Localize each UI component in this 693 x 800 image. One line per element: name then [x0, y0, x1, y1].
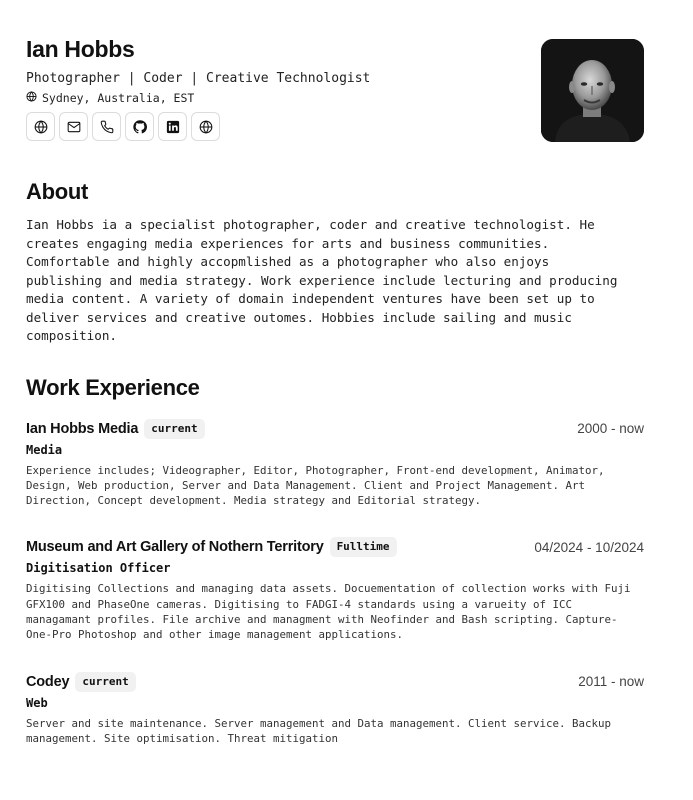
- job-entry: [26, 418, 644, 509]
- job-company: Ian Hobbs Media: [26, 420, 139, 437]
- job-role: Web: [26, 695, 48, 710]
- avatar: [541, 39, 644, 142]
- job-status-badge: current: [75, 672, 135, 692]
- mail-icon: [67, 120, 81, 134]
- job-dates: 04/2024 - 10/2024: [534, 539, 644, 555]
- email-button[interactable]: [59, 112, 88, 141]
- website-button-2[interactable]: [191, 112, 220, 141]
- profile-tagline: Photographer | Coder | Creative Technologist: [26, 71, 371, 86]
- linkedin-button[interactable]: [158, 112, 187, 141]
- job-company: Museum and Art Gallery of Nothern Territory: [26, 539, 324, 556]
- job-dates: 2011 - now: [578, 674, 644, 690]
- about-text: Ian Hobbs ia a specialist photographer, coder and creative technologist. He creates engaging media experiences for arts and business communities. Comfortable and highly accopmlished as a photographer who also enjoys publishing and media strategy. Work experience include lecturing and producing media content. A variety of domain independent ventures have been set up to deliver services and creative outomes. Hobbies include sailing and music composition.: [26, 217, 618, 343]
- linkedin-icon: [166, 120, 180, 134]
- job-role: Digitisation Officer: [26, 561, 171, 576]
- globe-icon: [26, 91, 37, 106]
- about-title: About: [26, 179, 89, 204]
- resume-page: [26, 34, 644, 746]
- job-status-badge: current: [144, 419, 204, 439]
- job-status-badge: Fulltime: [330, 537, 397, 557]
- work-experience-section: [26, 374, 644, 747]
- job-entry: [26, 536, 644, 642]
- about-section: [26, 178, 644, 346]
- profile-name: Ian Hobbs: [26, 36, 135, 62]
- job-company: Codey: [26, 673, 70, 690]
- globe-icon: [199, 120, 213, 134]
- work-experience-title: Work Experience: [26, 374, 200, 400]
- job-description: Server and site maintenance. Server management and Data management. Client service. Backup management. Site optimisation. Threat mitigation: [26, 716, 612, 745]
- globe-icon: [34, 120, 48, 134]
- job-dates: 2000 - now: [577, 421, 644, 436]
- github-button[interactable]: [125, 112, 154, 141]
- job-description: Digitising Collections and managing data assets. Docuementation of collection works with Fuji GFX100 and PhaseOne cameras. Digitising to FADGI-4 standards using a varueity of ICC managamant profiles. File archive and managment with Neofinder and Bash scripting. Capture- One-Pro Photoshop and other image management applications.: [26, 582, 631, 642]
- location-text: Sydney, Australia, EST: [42, 91, 195, 105]
- job-role: Media: [26, 442, 63, 457]
- job-entry: [26, 671, 644, 747]
- phone-button[interactable]: [92, 112, 121, 141]
- profile-header: [26, 34, 644, 152]
- website-button[interactable]: [26, 112, 55, 141]
- job-description: Experience includes; Videographer, Editor, Photographer, Front-end development, Animator, Design, Web production, Server and Data Management. Client and Project Management. Art Direction, Concept development. Media strategy and Editorial strategy.: [26, 463, 605, 508]
- github-icon: [133, 120, 147, 134]
- phone-icon: [100, 120, 114, 134]
